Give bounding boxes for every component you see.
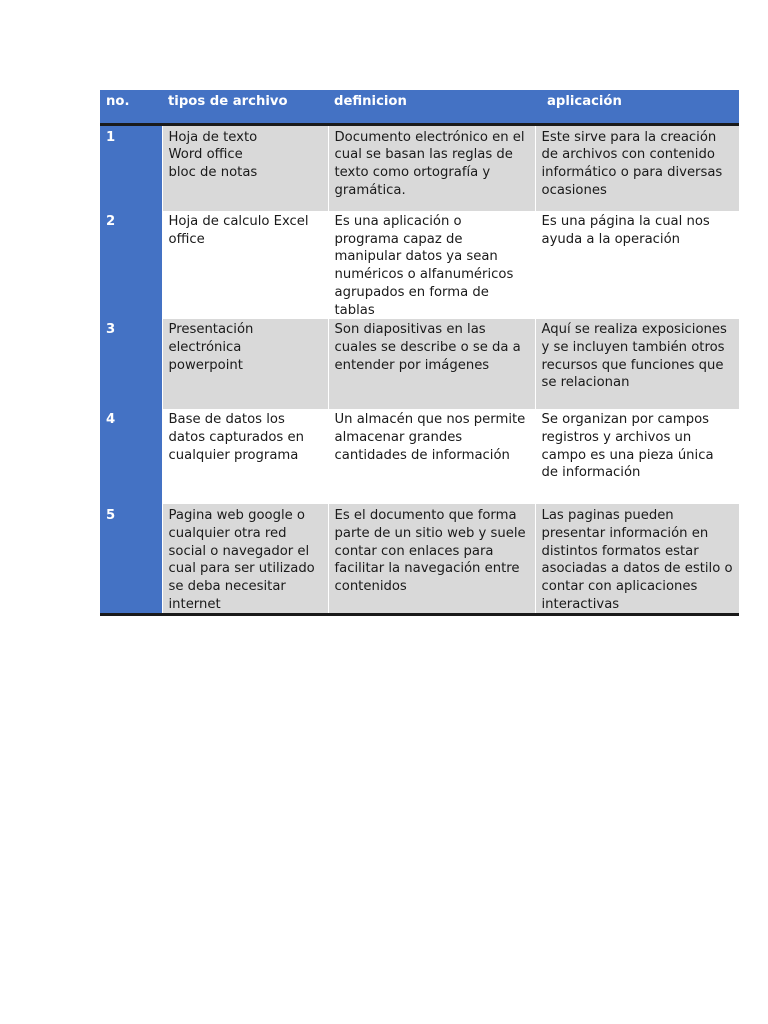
aplicacion-cell: Las paginas pueden presentar información en distintos formatos estar asociadas a datos de estilo o contar con aplicaciones interactivas bbox=[535, 504, 739, 615]
table-row bbox=[100, 409, 739, 504]
tipo-cell: Hoja de texto Word office bloc de notas bbox=[162, 124, 328, 211]
table-row bbox=[100, 211, 739, 319]
row-number: 3 bbox=[100, 319, 162, 409]
aplicacion-cell: Se organizan por campos registros y archivos un campo es una pieza única de información bbox=[535, 409, 739, 504]
file-types-table bbox=[100, 90, 739, 616]
tipo-cell: Base de datos los datos capturados en cualquier programa bbox=[162, 409, 328, 504]
header-tipos-de-archivo: tipos de archivo bbox=[162, 90, 328, 124]
header-no: no. bbox=[100, 90, 162, 124]
table-row bbox=[100, 319, 739, 409]
table-row bbox=[100, 124, 739, 211]
header-row bbox=[100, 90, 739, 124]
aplicacion-cell: Aquí se realiza exposiciones y se incluyen también otros recursos que funciones que se relacionan bbox=[535, 319, 739, 409]
definicion-cell: Un almacén que nos permite almacenar grandes cantidades de información bbox=[328, 409, 535, 504]
row-number: 1 bbox=[100, 124, 162, 211]
tipo-cell: Hoja de calculo Excel office bbox=[162, 211, 328, 319]
header-definicion: definicion bbox=[328, 90, 535, 124]
definicion-cell: Es el documento que forma parte de un sitio web y suele contar con enlaces para facilitar la navegación entre contenidos bbox=[328, 504, 535, 615]
aplicacion-cell: Este sirve para la creación de archivos con contenido informático o para diversas ocasiones bbox=[535, 124, 739, 211]
definicion-cell: Son diapositivas en las cuales se describe o se da a entender por imágenes bbox=[328, 319, 535, 409]
tipo-cell: Pagina web google o cualquier otra red social o navegador el cual para ser utilizado se deba necesitar internet bbox=[162, 504, 328, 615]
aplicacion-cell: Es una página la cual nos ayuda a la operación bbox=[535, 211, 739, 319]
table-row bbox=[100, 504, 739, 615]
row-number: 4 bbox=[100, 409, 162, 504]
definicion-cell: Documento electrónico en el cual se basan las reglas de texto como ortografía y gramática. bbox=[328, 124, 535, 211]
header-aplicacion: aplicación bbox=[535, 90, 739, 124]
row-number: 2 bbox=[100, 211, 162, 319]
row-number: 5 bbox=[100, 504, 162, 615]
tipo-cell: Presentación electrónica powerpoint bbox=[162, 319, 328, 409]
definicion-cell: Es una aplicación o programa capaz de manipular datos ya sean numéricos o alfanuméricos agrupados en forma de tablas bbox=[328, 211, 535, 319]
